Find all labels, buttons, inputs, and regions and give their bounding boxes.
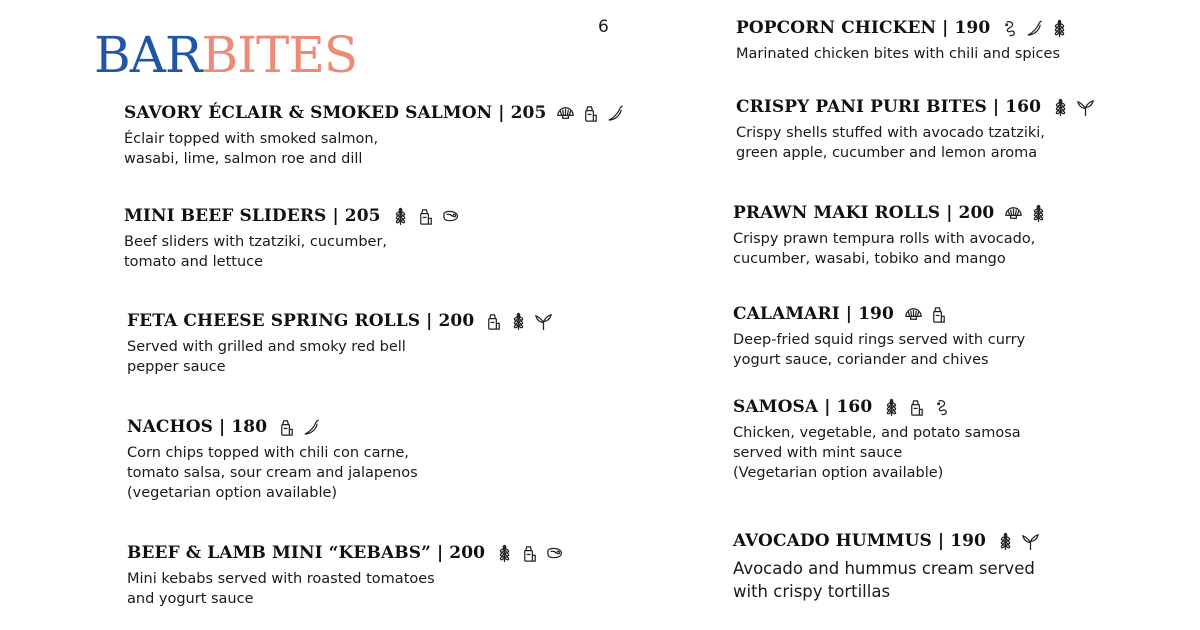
menu-item-description [736,123,1200,163]
description-line: with crispy tortillas [733,582,891,601]
price-separator: | [430,543,450,563]
menu-item-description [733,330,1200,370]
menu-item-name: AVOCADO HUMMUS [733,531,932,551]
menu-item-heading [736,95,1200,119]
description-line: Crispy prawn tempura rolls with avocado, [733,231,1036,247]
description-line: wasabi, lime, salmon roe and dill [124,151,363,167]
menu-item-description [733,557,1200,603]
menu-item-heading [733,201,1200,225]
dairy-icon [277,418,296,437]
menu-item-name: CALAMARI [733,304,840,324]
dairy-icon [484,312,503,331]
allergen-icons [495,544,564,563]
description-line: tomato salsa, sour cream and jalapenos [127,465,418,481]
menu-item-name: POPCORN CHICKEN [736,18,937,38]
menu-item-price: 180 [231,417,268,437]
shellfish-icon [1004,204,1023,223]
menu-item-price: 205 [510,103,547,123]
brand-logo [94,26,358,84]
description-line: (vegetarian option available) [127,485,338,501]
allergen-icons [391,207,460,226]
chicken-icon [932,398,951,417]
gluten-icon [996,532,1015,551]
price-separator: | [986,97,1006,117]
description-line: Served with grilled and smoky red bell [127,339,406,355]
menu-item-popcorn-chicken [736,16,1200,64]
description-line: Avocado and hummus cream served [733,559,1035,578]
menu-item-name: NACHOS [127,417,214,437]
description-line: Deep-fried squid rings served with curry [733,332,1026,348]
price-separator: | [213,417,232,437]
menu-item-name: FETA CHEESE SPRING ROLLS [127,311,421,331]
gluten-icon [882,398,901,417]
menu-item-heading [127,309,597,333]
description-line: Mini kebabs served with roasted tomatoes [127,571,435,587]
menu-item-name: SAVORY ÉCLAIR & SMOKED SALMON [124,103,493,123]
beef-icon [545,544,564,563]
price-separator: | [818,397,837,417]
gluten-icon [1050,19,1069,38]
description-line: Chicken, vegetable, and potato samosa [733,425,1021,441]
gluten-icon [495,544,514,563]
gluten-icon [509,312,528,331]
menu-item-name: PRAWN MAKI ROLLS [733,203,941,223]
dairy-icon [416,207,435,226]
description-line: pepper sauce [127,359,226,375]
menu-item-feta-spring-rolls [127,309,597,377]
menu-item-price: 190 [858,304,894,324]
description-line: green apple, cucumber and lemon aroma [736,145,1038,161]
menu-item-savory-eclair [124,101,594,169]
price-separator: | [931,531,951,551]
vegetarian-icon [534,312,553,331]
menu-item-beef-lamb-kebabs [127,541,597,609]
menu-item-name: BEEF & LAMB MINI “KEBABS” [127,543,431,563]
menu-item-heading [733,395,1200,419]
description-line: and yogurt sauce [127,591,254,607]
beef-icon [441,207,460,226]
shellfish-icon [904,305,923,324]
price-separator: | [492,103,511,123]
dairy-icon [907,398,926,417]
menu-item-heading [733,529,1200,553]
chicken-icon [1000,19,1019,38]
dairy-icon [581,104,600,123]
description-line: Éclair topped with smoked salmon, [124,131,379,147]
menu-item-price: 200 [958,203,995,223]
vegetarian-icon [1076,98,1095,117]
price-separator: | [936,18,955,38]
menu-item-heading [127,415,597,439]
menu-item-description [733,423,1200,483]
page-number: 6 [598,17,609,37]
chili-icon [606,104,625,123]
menu-item-description [124,232,594,272]
allergen-icons [882,398,951,417]
gluten-icon [391,207,410,226]
description-line: Marinated chicken bites with chili and spices [736,46,1060,62]
menu-item-heading [733,302,1200,326]
description-line: tomato and lettuce [124,254,264,270]
description-line: Crispy shells stuffed with avocado tzatziki, [736,125,1045,141]
brand-bites: BITES [201,26,358,84]
menu-item-description [736,44,1200,64]
menu-item-mini-beef-sliders [124,204,594,272]
menu-item-price: 200 [449,543,486,563]
menu-item-pani-puri [736,95,1200,163]
menu-item-samosa [733,395,1200,483]
allergen-icons [904,305,948,324]
menu-item-price: 160 [1005,97,1042,117]
description-line: yogurt sauce, coriander and chives [733,352,989,368]
brand-bar: BAR [94,26,202,84]
allergen-icons [1004,204,1048,223]
menu-item-avocado-hummus [733,529,1200,603]
menu-item-heading [124,101,594,125]
allergen-icons [1051,98,1095,117]
allergen-icons [277,418,321,437]
price-separator: | [940,203,959,223]
menu-item-price: 190 [950,531,986,551]
price-separator: | [326,206,345,226]
price-separator: | [420,311,439,331]
price-separator: | [839,304,859,324]
menu-item-description [127,443,597,503]
menu-item-price: 205 [344,206,381,226]
description-line: Beef sliders with tzatziki, cucumber, [124,234,388,250]
menu-item-description [733,229,1200,269]
menu-item-nachos [127,415,597,503]
description-line: (Vegetarian option available) [733,465,944,481]
menu-item-description [124,129,594,169]
allergen-icons [484,312,553,331]
menu-item-description [127,569,597,609]
allergen-icons [1000,19,1069,38]
menu-item-price: 160 [836,397,873,417]
vegetarian-icon [1021,532,1040,551]
menu-item-heading [127,541,597,565]
menu-item-description [127,337,597,377]
menu-item-calamari [733,302,1200,370]
menu-item-name: CRISPY PANI PURI BITES [736,97,987,117]
shellfish-icon [556,104,575,123]
allergen-icons [996,532,1040,551]
dairy-icon [520,544,539,563]
menu-item-heading [736,16,1200,40]
menu-item-prawn-maki [733,201,1200,269]
description-line: cucumber, wasabi, tobiko and mango [733,251,1006,267]
menu-item-heading [124,204,594,228]
gluten-icon [1051,98,1070,117]
description-line: Corn chips topped with chili con carne, [127,445,409,461]
gluten-icon [1029,204,1048,223]
description-line: served with mint sauce [733,445,903,461]
chili-icon [302,418,321,437]
menu-item-name: MINI BEEF SLIDERS [124,206,327,226]
chili-icon [1025,19,1044,38]
dairy-icon [929,305,948,324]
allergen-icons [556,104,625,123]
menu-item-name: SAMOSA [733,397,819,417]
menu-item-price: 200 [438,311,475,331]
menu-item-price: 190 [954,18,991,38]
